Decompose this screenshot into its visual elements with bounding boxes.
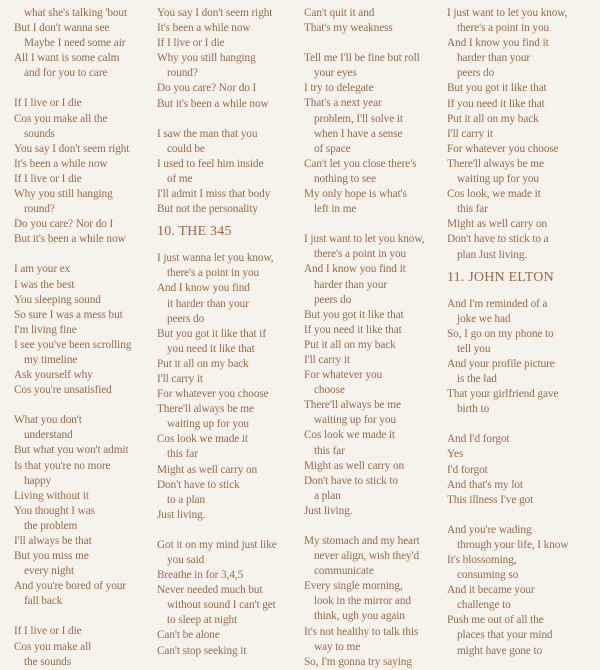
lyric-line: Cos look, we made it [447,188,541,201]
lyric-line: If you need it like that [304,323,402,336]
lyric-line: Put it all on my back [447,112,539,125]
lyric-line: tell you [457,342,491,355]
lyric-line: There'll always be me [447,157,544,170]
lyrics-column-3 [304,6,442,670]
lyric-line: It's been a while now [14,157,108,170]
lyric-line: It's blossoming, [447,554,517,566]
lyric-line: That your girlfriend gave [447,388,559,401]
lyric-line: I used to feel him inside [157,157,264,170]
lyric-line: this far [314,444,345,457]
lyric-line: That's a next year [304,97,382,110]
lyric-line: harder than your [314,278,388,291]
lyric-line: Breathe in for 3,4,5 [157,569,244,582]
lyric-line: consuming so [457,569,519,582]
lyric-line: But it's been a while now [157,97,269,110]
lyric-line: Living without it [14,489,89,502]
lyric-line: But you miss me [14,550,89,563]
lyric-line: And I know you find it [447,37,549,50]
lyric-line: plan Just living. [457,248,528,261]
lyric-line: But you got it like that if [157,327,267,340]
lyric-line: happy [24,474,52,487]
lyric-line: You say I don't seem right [157,7,273,19]
lyric-line: peers do [167,312,205,325]
lyric-line: What you don't [14,414,82,427]
lyric-line: There'll always be me [304,399,401,412]
lyric-line: But what you won't admit [14,444,129,457]
lyric-line: If I live or I die [14,625,82,638]
lyric-line: My stomach and my heart [304,535,420,547]
lyric-line: Got it on my mind just like [157,538,277,551]
stanza-gap [157,523,297,538]
lyric-line: Why you still hanging [14,188,113,201]
lyric-line: My only hope is what's [304,188,407,201]
lyric-line: of me [167,172,193,185]
lyric-line: So, I go on my phone to [447,327,554,340]
lyric-line: I just want to let you know, [447,7,568,19]
lyric-line: I'll always be that [14,535,92,547]
lyric-line: And I'd forgot [447,433,510,446]
lyric-line: So, I'm gonna try saying [304,655,412,668]
lyric-line: to a plan [167,493,205,506]
lyric-line: every night [24,565,75,578]
lyric-line: For whatever you choose [447,142,559,155]
song-heading: 11. JOHN ELTON [447,269,554,285]
lyric-line: And you're wading [447,523,532,536]
lyric-line: there's a point in you [167,267,260,280]
stanza-gap [14,81,146,96]
lyric-line: I see you've been scrolling [14,338,132,351]
lyric-line: If I live or I die [14,97,82,110]
lyric-line: Maybe I need some air [24,37,126,50]
lyric-line: Cos you make all [14,640,92,653]
lyric-line: Don't have to stick [157,478,240,491]
lyric-line: But it's been a while now [14,233,126,246]
stanza-gap [14,609,146,624]
lyric-line: Do you care? Nor do I [157,82,257,95]
lyric-line: to sleep at night [167,614,238,627]
stanza-gap [304,217,442,232]
lyric-line: Push me out of all the [447,614,544,627]
lyric-line: you said [167,554,205,566]
lyric-line: what she's talking 'bout [24,7,128,19]
stanza-gap [304,519,442,534]
stanza-gap [14,247,146,262]
lyric-line: understand [24,429,73,442]
lyric-line: you need it like that [167,342,255,355]
lyric-line: fall back [24,595,63,608]
lyric-line: I try to delegate [304,82,374,95]
lyric-line: Might as well carry on [304,459,405,472]
lyric-line: places that your mind [457,629,553,642]
lyric-line: And you're bored of your [14,580,126,593]
lyric-line: my timeline [24,353,78,366]
lyric-line: without sound I can't get [167,599,276,612]
lyric-line: If you need it like that [447,97,545,110]
lyric-line: peers do [457,67,495,80]
lyric-line: waiting up for you [457,173,539,186]
lyric-line: the sounds [24,655,72,668]
lyrics-column-4 [447,6,587,659]
lyric-line: It's not healthy to talk this [304,625,419,638]
lyric-line: waiting up for you [167,418,249,431]
song-heading: 10. THE 345 [157,224,232,240]
lyric-line: There'll always be me [157,403,254,416]
lyric-line: Tell me I'll be fine but roll [304,52,420,65]
lyric-line: Cos look we made it [304,429,395,442]
lyric-line: Cos look we made it [157,433,248,446]
lyric-line: Can't let you close there's [304,157,417,170]
lyric-line: never align, wish they'd [314,550,420,563]
lyric-line: And I know you find [157,282,250,295]
lyric-line: And I'm reminded of a [447,297,548,310]
lyric-line: If I live or I die [14,172,82,185]
lyric-line: there's a point in you [314,248,407,261]
lyric-line: Might as well carry on [157,463,258,476]
lyric-line: But not the personality [157,203,258,216]
lyric-line: a plan [314,489,341,502]
stanza-gap [447,508,587,523]
lyric-line: Ask yourself why [14,369,93,382]
lyric-line: It's been a while now [157,22,251,35]
lyric-line: Do you care? Nor do I [14,218,114,231]
lyric-line: I'll carry it [447,127,493,140]
lyric-line: I was the best [14,278,75,291]
lyric-line: And your profile picture [447,357,555,370]
lyric-line: I'd forgot [447,463,488,476]
lyric-line: Cos you make all the [14,112,108,125]
lyric-line: there's a point in you [457,22,550,35]
lyric-line: sounds [24,127,55,140]
lyric-line: I just want to let you know, [304,233,425,246]
lyric-line: your eyes [314,67,357,80]
stanza-gap [447,417,587,432]
lyric-line: Yes [447,448,464,461]
lyric-line: round? [167,67,198,80]
lyric-line: this far [167,448,198,461]
lyric-line: But you got it like that [304,308,404,321]
lyric-line: waiting up for you [314,414,396,427]
lyric-line: I'm living fine [14,323,77,336]
lyric-line: You say I don't seem right [14,142,130,155]
lyric-line: I am your ex [14,263,71,276]
lyric-line: of space [314,142,351,155]
lyric-line: Never needed much but [157,584,263,597]
lyric-line: I saw the man that you [157,127,258,140]
lyric-line: harder than your [457,52,531,65]
lyric-line: when I have a sense [314,127,403,140]
lyric-line: You thought I was [14,504,95,517]
lyric-line: communicate [314,565,374,578]
stanza-gap [304,36,442,51]
lyric-line: nothing to see [314,172,376,185]
lyric-line: peers do [314,293,352,306]
lyric-line: birth to [457,403,490,416]
lyric-line: You sleeping sound [14,293,101,306]
lyric-line: look in the mirror and [314,595,411,608]
lyric-line: way to me [314,640,361,653]
lyric-line: Just living. [304,504,353,517]
lyrics-column-2 [157,6,297,659]
lyric-line: I'll carry it [304,353,350,366]
lyric-line: I just wanna let you know, [157,252,274,265]
lyric-line: This illness I've got [447,493,534,506]
lyric-line: this far [457,203,488,216]
lyric-line: through your life, I know [457,538,569,551]
lyric-line: left in me [314,203,357,216]
lyric-line: Might as well carry on [447,218,548,231]
lyric-line: Put it all on my back [304,338,396,351]
lyric-line: and for you to care [24,67,108,80]
lyric-line: could be [167,142,205,155]
lyrics-column-1 [14,6,146,670]
stanza-gap [157,112,297,127]
lyric-line: think, ugh you again [314,610,405,623]
stanza-gap [14,398,146,413]
lyric-line: might have gone to [457,644,543,657]
lyric-line: challenge to [457,599,511,612]
lyric-line: If I live or I die [157,37,225,50]
lyric-line: And that's my lot [447,478,523,491]
lyric-line: I'll carry it [157,372,203,385]
lyric-line: That's my weakness [304,22,393,35]
lyric-line: But I don't wanna see [14,22,110,35]
lyric-line: the problem [24,519,78,532]
lyric-line: Can't stop seeking it [157,644,247,657]
lyric-line: choose [314,384,345,397]
lyric-line: For whatever you [304,369,383,382]
lyric-line: Is that you're no more [14,459,111,472]
lyric-line: round? [24,203,55,216]
lyric-line: Every single morning, [304,580,403,593]
lyric-line: joke we had [457,312,511,325]
lyric-line: it harder than your [167,297,249,310]
lyric-line: Why you still hanging [157,52,256,65]
lyric-line: is the lad [457,373,497,386]
lyric-line: Can't quit it and [304,7,375,19]
lyric-line: Cos you're unsatisfied [14,384,112,397]
lyric-line: I'll admit I miss that body [157,188,271,201]
lyric-line: Just living. [157,508,206,521]
lyric-line: Don't have to stick to a [447,233,549,246]
lyric-line: So sure I was a mess but [14,308,123,321]
lyric-line: Put it all on my back [157,357,249,370]
lyric-line: All I want is some calm [14,52,120,65]
lyric-line: Don't have to stick to [304,474,398,487]
lyric-line: But you got it like that [447,82,547,95]
lyric-line: And I know you find it [304,263,406,276]
lyric-line: Can't be alone [157,629,220,642]
lyric-line: For whatever you choose [157,388,269,401]
lyric-line: problem, I'll solve it [314,112,403,125]
lyric-line: And it became your [447,584,535,597]
